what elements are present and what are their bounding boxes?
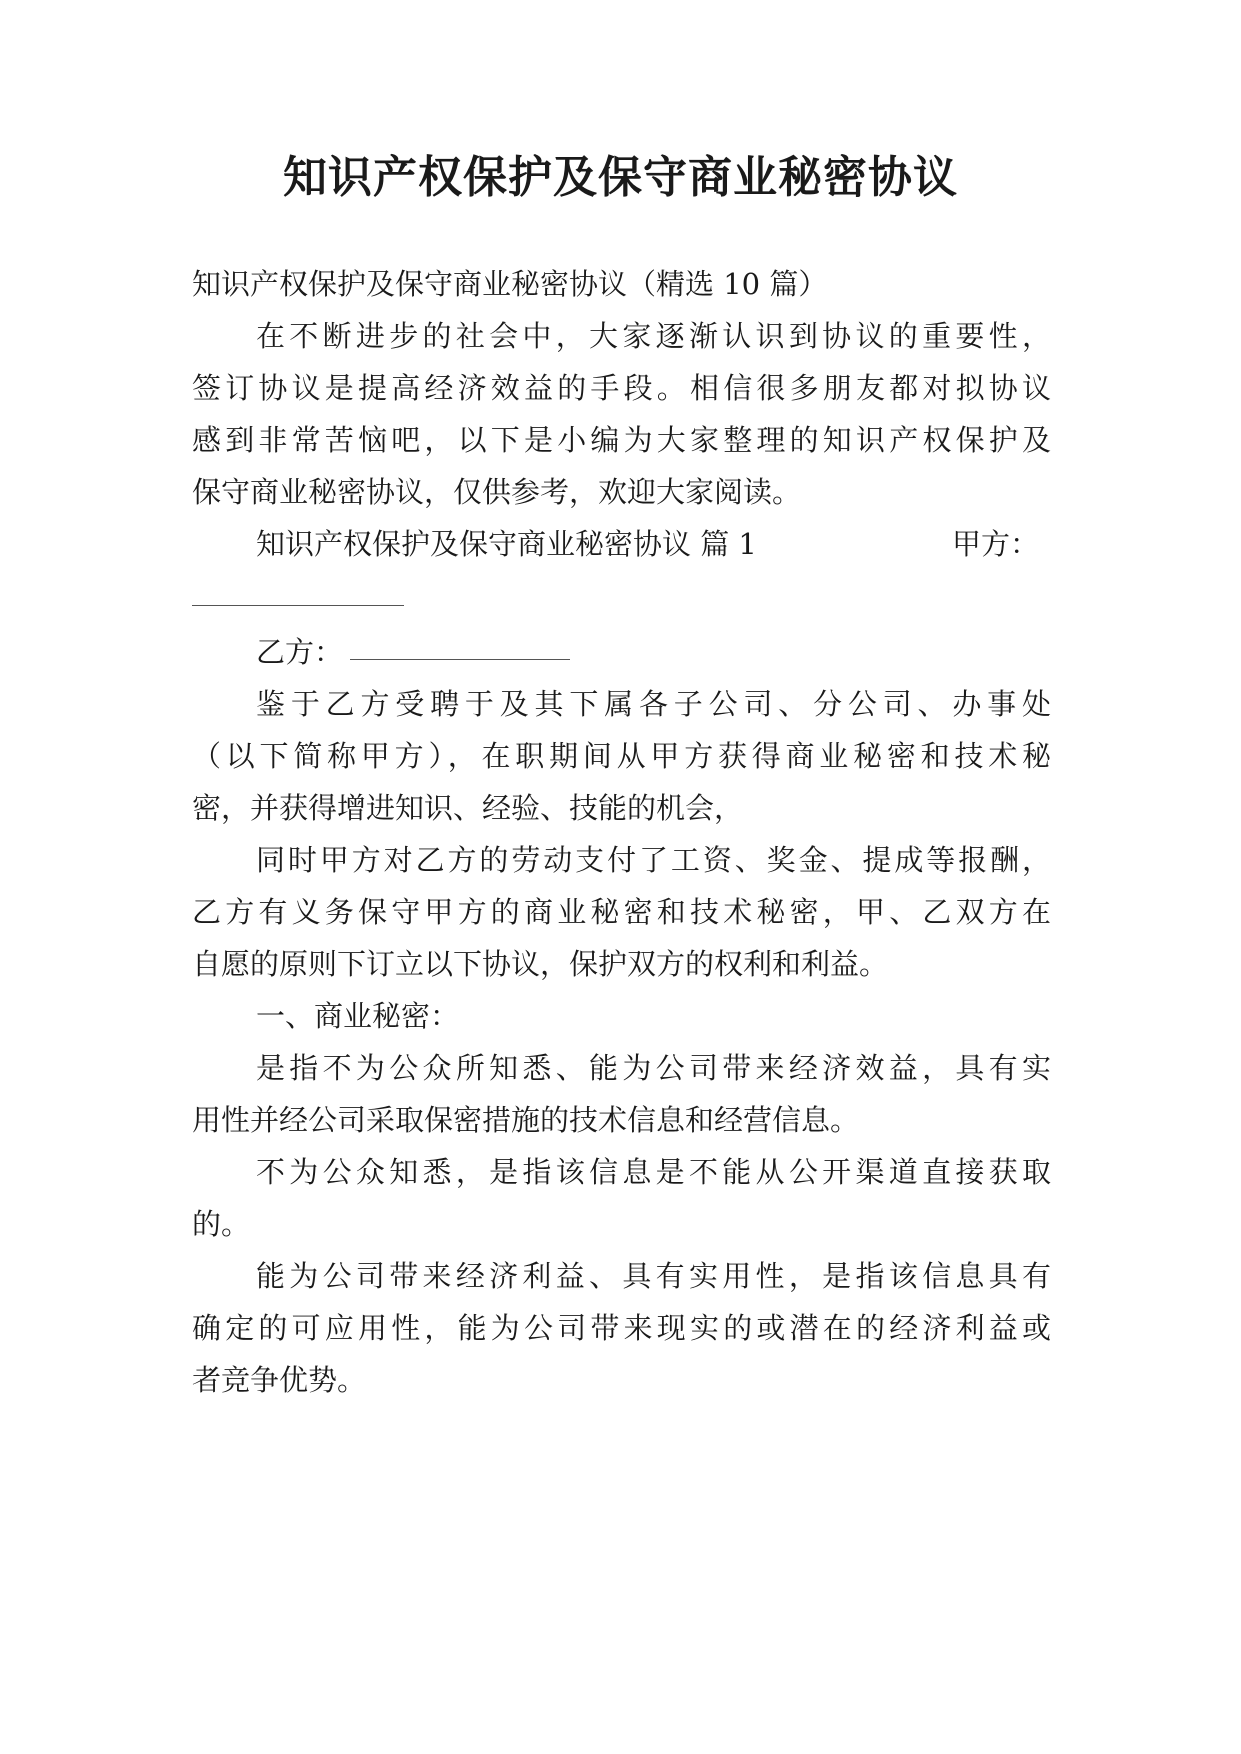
paragraph-line: 同时甲方对乙方的劳动支付了工资、奖金、提成等报酬， — [256, 843, 1051, 877]
party-a-blank-line — [192, 605, 404, 606]
paragraph-line: 密，并获得增进知识、经验、技能的机会， — [192, 791, 744, 825]
paragraph-line: 鉴于乙方受聘于及其下属各子公司、分公司、办事处 — [256, 687, 1051, 721]
paragraph-line: 能为公司带来经济利益、具有实用性，是指该信息具有 — [256, 1259, 1051, 1293]
paragraph-line: 签订协议是提高经济效益的手段。相信很多朋友都对拟协议 — [192, 371, 1051, 405]
document-subtitle: 知识产权保护及保守商业秘密协议（精选 10 篇） — [192, 267, 828, 301]
paragraph-line: 的。 — [192, 1207, 251, 1241]
paragraph-line: 确定的可应用性，能为公司带来现实的或潜在的经济利益或 — [192, 1311, 1051, 1345]
party-a-label: 甲方： — [952, 527, 1040, 561]
paragraph-line: 是指不为公众所知悉、能为公司带来经济效益，具有实 — [256, 1051, 1051, 1085]
section-heading: 一、商业秘密： — [256, 999, 460, 1033]
party-b-label: 乙方： — [256, 635, 344, 669]
party-b-blank-line — [350, 659, 570, 660]
paragraph-line: 乙方有义务保守甲方的商业秘密和技术秘密，甲、乙双方在 — [192, 895, 1051, 929]
paragraph-line: 保守商业秘密协议，仅供参考，欢迎大家阅读。 — [192, 475, 802, 509]
paragraph-line: 在不断进步的社会中，大家逐渐认识到协议的重要性， — [256, 319, 1051, 353]
document-title: 知识产权保护及保守商业秘密协议 — [283, 152, 958, 203]
section-heading: 知识产权保护及保守商业秘密协议 篇 1 — [256, 527, 757, 561]
paragraph-line: （以下简称甲方），在职期间从甲方获得商业秘密和技术秘 — [192, 739, 1051, 773]
paragraph-line: 不为公众知悉，是指该信息是不能从公开渠道直接获取 — [256, 1155, 1051, 1189]
paragraph-line: 用性并经公司采取保密措施的技术信息和经营信息。 — [192, 1103, 860, 1137]
paragraph-line: 者竞争优势。 — [192, 1363, 367, 1397]
paragraph-line: 感到非常苦恼吧，以下是小编为大家整理的知识产权保护及 — [192, 423, 1051, 457]
paragraph-line: 自愿的原则下订立以下协议，保护双方的权利和利益。 — [192, 947, 889, 981]
